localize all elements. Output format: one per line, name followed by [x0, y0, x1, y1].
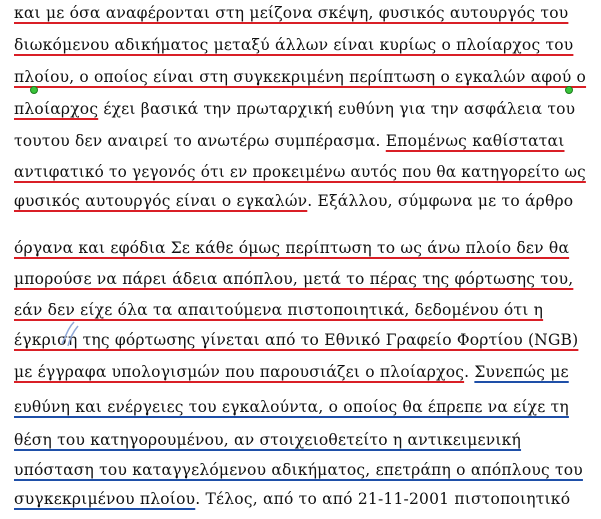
selection-handle-end[interactable]: [565, 86, 573, 94]
text-line: [14, 361, 586, 383]
text-segment: τουτου δεν αναιρεί το ανωτέρω συμπέρασμα.: [14, 132, 386, 150]
text-segment: έγκριση της φόρτωσης γίνεται από το Εθνικό Γραφείο Φορτίου (NGB): [14, 331, 579, 349]
text-segment: πλοίου, ο οποίος είναι στη συγκεκριμένη περίπτωση ο εγκαλών αφού ο: [14, 68, 587, 86]
text-line: [14, 237, 586, 259]
text-segment: . Εξάλλου, σύμφωνα με το άρθρο: [307, 192, 574, 210]
text-segment: μπορούσε να πάρει άδεια απόπλου, μετά το πέρας της φόρτωσης του,: [14, 270, 574, 288]
selection-handle-start[interactable]: [30, 86, 38, 94]
text-line: [14, 329, 586, 351]
text-line: [14, 34, 586, 56]
text-segment: Επομένως καθίσταται: [385, 132, 565, 150]
text-segment: θέση του κατηγορουμένου, αν στοιχειοθετείτο η αντικειμενική: [14, 431, 522, 449]
text-segment: Συνεπώς με: [474, 363, 569, 381]
text-segment: διωκόμενου αδικήματος μεταξύ άλλων είναι κυρίως ο πλοίαρχος του: [14, 36, 574, 54]
pen-scribble: [58, 318, 82, 348]
text-line: [14, 299, 586, 321]
text-segment: .: [464, 363, 475, 381]
text-line: [14, 190, 586, 212]
text-segment: εάν δεν είχε όλα τα απαιτούμενα πιστοποιητικά, δεδομένου ότι η: [14, 301, 544, 319]
text-line: [14, 130, 586, 152]
text-segment: έχει βασικά την πρωταρχική ευθύνη για την ασφάλεια του: [98, 100, 576, 118]
text-segment: συγκεκριμένου πλοίου: [14, 490, 196, 508]
text-segment: φυσικός αυτουργός είναι ο εγκαλών: [14, 192, 308, 210]
text-segment: αντιφατικό το γεγονός ότι εν προκειμένω αυτός που θα κατηγορείτο ως: [14, 163, 586, 181]
text-line: [14, 268, 586, 290]
text-line: [14, 66, 587, 88]
text-line: [14, 98, 586, 120]
text-segment: υπόσταση του καταγγελόμενου αδικήματος, επετράπη ο απόπλους του: [14, 461, 583, 479]
text-segment: ευθύνη και ενέργειες του εγκαλούντα, ο οποίος θα έπρεπε να είχε τη: [14, 398, 569, 416]
text-line: [14, 161, 586, 183]
text-line: [14, 488, 586, 510]
text-segment: πλοίαρχος: [14, 100, 99, 118]
text-line: [14, 459, 586, 481]
text-segment: και με όσα αναφέρονται στη μείζονα σκέψη, φυσικός αυτουργός του: [14, 4, 569, 22]
text-line: [14, 396, 586, 418]
text-segment: . Τέλος, από το από 21-11-2001 πιστοποιητικό: [195, 490, 571, 508]
text-line: [14, 429, 586, 451]
text-segment: με έγγραφα υπολογισμών που παρουσιάζει ο πλοίαρχος: [14, 363, 465, 381]
text-line: [14, 2, 586, 24]
text-segment: όργανα και εφόδια Σε κάθε όμως περίπτωση το ως άνω πλοίο δεν θα: [14, 239, 570, 257]
